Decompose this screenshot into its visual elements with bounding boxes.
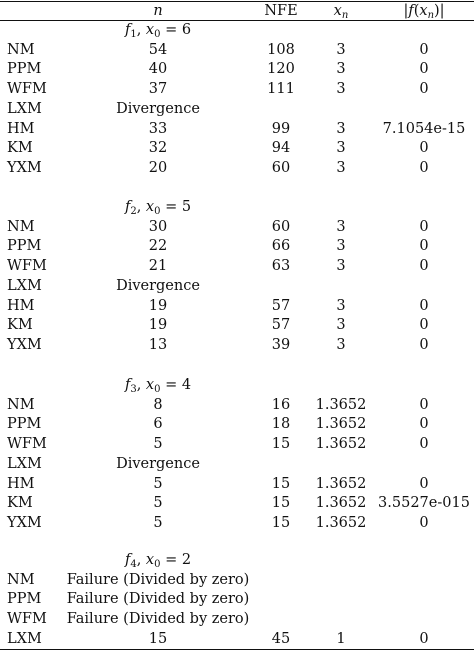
function-name: f xyxy=(124,377,131,393)
cell-nfe: 63 xyxy=(271,258,291,275)
cell-n: 22 xyxy=(148,238,168,255)
cell-nfe: 15 xyxy=(271,514,291,531)
cell-fxn: 0 xyxy=(419,159,429,176)
section-heading-row xyxy=(0,551,474,570)
table-row xyxy=(0,336,474,355)
method-label: LXM xyxy=(7,277,42,294)
initial-point-subscript: 0 xyxy=(154,384,161,395)
method-label: HM xyxy=(7,475,35,492)
cell-nfe: 99 xyxy=(271,120,291,137)
method-label: KM xyxy=(7,140,33,157)
method-label: NM xyxy=(7,571,35,588)
method-label: PPM xyxy=(7,61,42,78)
table-row xyxy=(0,590,474,609)
table-row xyxy=(0,475,474,494)
cell-fxn: 0 xyxy=(419,396,429,413)
table-row xyxy=(0,139,474,158)
cell-xn: 1.3652 xyxy=(315,416,367,433)
cell-fxn: 0 xyxy=(419,238,429,255)
cell-n: Failure (Divided by zero) xyxy=(66,611,250,628)
cell-xn: 3 xyxy=(336,317,346,334)
cell-xn: 1 xyxy=(336,630,346,647)
table-row xyxy=(0,277,474,296)
header-row xyxy=(0,2,474,21)
cell-n: 5 xyxy=(153,436,163,453)
cell-n: 19 xyxy=(148,297,168,314)
cell-nfe: 18 xyxy=(271,416,291,433)
cell-xn: 1.3652 xyxy=(315,475,367,492)
table-row xyxy=(0,514,474,533)
cell-n: Failure (Divided by zero) xyxy=(66,571,250,588)
table-row xyxy=(0,159,474,178)
cell-xn: 1.3652 xyxy=(315,514,367,531)
cell-fxn: 0 xyxy=(419,140,429,157)
method-label: YXM xyxy=(7,159,42,176)
table-row xyxy=(0,257,474,276)
cell-fxn: 3.5527e-015 xyxy=(378,495,470,512)
separator: , xyxy=(136,22,146,38)
cell-fxn: 0 xyxy=(419,61,429,78)
function-name: f xyxy=(124,199,131,215)
cell-n: Failure (Divided by zero) xyxy=(66,591,250,608)
initial-point-value: = 6 xyxy=(160,22,192,38)
cell-fxn: 0 xyxy=(419,258,429,275)
method-label: YXM xyxy=(7,336,42,353)
cell-xn: 1.3652 xyxy=(315,436,367,453)
separator: , xyxy=(136,199,146,215)
table-row xyxy=(0,120,474,139)
function-subscript: 1 xyxy=(130,29,137,40)
cell-xn: 3 xyxy=(336,218,346,235)
method-label: LXM xyxy=(7,100,42,117)
method-label: YXM xyxy=(7,514,42,531)
cell-n: 5 xyxy=(153,495,163,512)
section-heading-row xyxy=(0,198,474,217)
initial-point-name: x xyxy=(145,199,155,215)
cell-fxn: 0 xyxy=(419,218,429,235)
table-row xyxy=(0,41,474,60)
initial-point-subscript: 0 xyxy=(154,206,161,217)
cell-nfe: 60 xyxy=(271,218,291,235)
cell-n: Divergence xyxy=(116,277,200,294)
section-heading-row xyxy=(0,376,474,395)
initial-point-name: x xyxy=(145,552,155,568)
cell-n: 19 xyxy=(148,317,168,334)
table-row xyxy=(0,610,474,629)
method-label: LXM xyxy=(7,630,42,647)
cell-nfe: 111 xyxy=(267,81,295,98)
cell-nfe: 45 xyxy=(271,630,291,647)
initial-point-subscript: 0 xyxy=(154,559,161,570)
cell-n: 6 xyxy=(153,416,163,433)
initial-point-value: = 2 xyxy=(160,552,192,568)
header-xn: $x_n$ xyxy=(333,3,349,21)
function-subscript: 4 xyxy=(130,559,137,570)
cell-fxn: 0 xyxy=(419,475,429,492)
cell-fxn: 0 xyxy=(419,317,429,334)
cell-xn: 1.3652 xyxy=(315,495,367,512)
cell-nfe: 60 xyxy=(271,159,291,176)
table-row xyxy=(0,218,474,237)
function-name: f xyxy=(124,22,131,38)
cell-xn: 3 xyxy=(336,258,346,275)
cell-xn: 3 xyxy=(336,297,346,314)
method-label: HM xyxy=(7,297,35,314)
method-label: WFM xyxy=(7,81,47,98)
cell-nfe: 57 xyxy=(271,297,291,314)
table-row xyxy=(0,415,474,434)
initial-point-subscript: 0 xyxy=(154,29,161,40)
function-subscript: 3 xyxy=(130,384,137,395)
table-row xyxy=(0,455,474,474)
initial-point-value: = 5 xyxy=(160,199,192,215)
cell-fxn: 7.1054e-15 xyxy=(382,120,466,137)
cell-n: 40 xyxy=(148,61,168,78)
table-row xyxy=(0,297,474,316)
function-name: f xyxy=(124,552,131,568)
cell-n: 37 xyxy=(148,81,168,98)
cell-fxn: 0 xyxy=(419,336,429,353)
cell-fxn: 0 xyxy=(419,81,429,98)
cell-n: 30 xyxy=(148,218,168,235)
cell-nfe: 39 xyxy=(271,336,291,353)
method-label: NM xyxy=(7,396,35,413)
cell-fxn: 0 xyxy=(419,297,429,314)
cell-nfe: 15 xyxy=(271,475,291,492)
table-row xyxy=(0,396,474,415)
function-subscript: 2 xyxy=(130,206,137,217)
cell-n: Divergence xyxy=(116,100,200,117)
cell-nfe: 57 xyxy=(271,317,291,334)
cell-n: 54 xyxy=(148,41,168,58)
separator: , xyxy=(136,552,146,568)
method-label: PPM xyxy=(7,591,42,608)
cell-n: 15 xyxy=(148,630,168,647)
cell-n: 32 xyxy=(148,140,168,157)
table-row xyxy=(0,494,474,513)
cell-n: 20 xyxy=(148,159,168,176)
table-row xyxy=(0,100,474,119)
cell-xn: 3 xyxy=(336,81,346,98)
table-row xyxy=(0,80,474,99)
method-label: HM xyxy=(7,120,35,137)
method-label: PPM xyxy=(7,238,42,255)
cell-nfe: 16 xyxy=(271,396,291,413)
cell-nfe: 94 xyxy=(271,140,291,157)
cell-n: 5 xyxy=(153,514,163,531)
cell-xn: 3 xyxy=(336,159,346,176)
bottom-rule xyxy=(0,649,474,650)
header-n: n xyxy=(153,3,163,19)
cell-n: 21 xyxy=(148,258,168,275)
table-row xyxy=(0,60,474,79)
initial-point-name: x xyxy=(145,22,155,38)
cell-nfe: 15 xyxy=(271,436,291,453)
cell-xn: 1.3652 xyxy=(315,396,367,413)
method-label: NM xyxy=(7,41,35,58)
table-row xyxy=(0,237,474,256)
initial-point-name: x xyxy=(145,377,155,393)
method-label: WFM xyxy=(7,611,47,628)
method-label: KM xyxy=(7,495,33,512)
method-label: WFM xyxy=(7,258,47,275)
table-row xyxy=(0,571,474,590)
cell-xn: 3 xyxy=(336,61,346,78)
header-nfe: NFE xyxy=(264,3,298,19)
method-label: WFM xyxy=(7,436,47,453)
cell-fxn: 0 xyxy=(419,630,429,647)
cell-xn: 3 xyxy=(336,120,346,137)
cell-n: 33 xyxy=(148,120,168,137)
cell-fxn: 0 xyxy=(419,416,429,433)
cell-nfe: 66 xyxy=(271,238,291,255)
cell-n: 5 xyxy=(153,475,163,492)
initial-point-value: = 4 xyxy=(160,377,192,393)
cell-xn: 3 xyxy=(336,41,346,58)
method-label: KM xyxy=(7,317,33,334)
cell-n: Divergence xyxy=(116,455,200,472)
cell-xn: 3 xyxy=(336,238,346,255)
cell-fxn: 0 xyxy=(419,514,429,531)
separator: , xyxy=(136,377,146,393)
method-label: LXM xyxy=(7,455,42,472)
table-row xyxy=(0,630,474,649)
cell-n: 13 xyxy=(148,336,168,353)
section-heading-row xyxy=(0,21,474,40)
method-label: NM xyxy=(7,218,35,235)
header-fxn: $|f(x_n)|$ xyxy=(403,3,445,21)
table-row xyxy=(0,316,474,335)
cell-nfe: 120 xyxy=(267,61,295,78)
cell-xn: 3 xyxy=(336,336,346,353)
table-row xyxy=(0,435,474,454)
cell-nfe: 15 xyxy=(271,495,291,512)
cell-nfe: 108 xyxy=(267,41,295,58)
cell-xn: 3 xyxy=(336,140,346,157)
cell-n: 8 xyxy=(153,396,163,413)
method-label: PPM xyxy=(7,416,42,433)
cell-fxn: 0 xyxy=(419,41,429,58)
cell-fxn: 0 xyxy=(419,436,429,453)
